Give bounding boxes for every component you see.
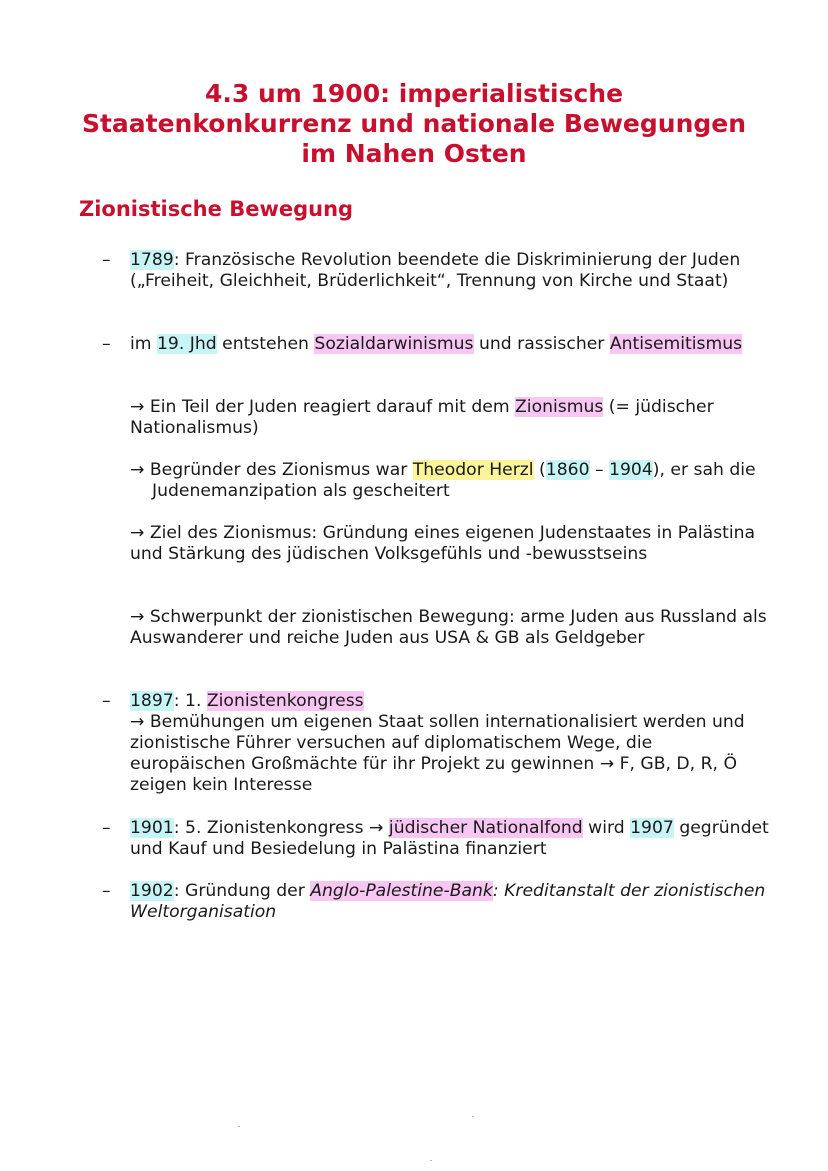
bullet-dash: – bbox=[102, 250, 111, 270]
speck-dot bbox=[472, 1116, 474, 1117]
title-line-2: Staatenkonkurrenz und nationale Bewegungen bbox=[81, 109, 747, 138]
term-highlight: Zionismus bbox=[515, 397, 604, 417]
paragraph-ziel: → Ziel des Zionismus: Gründung eines eigenen Judenstaates in Palästina und Stärkung des jüdischen Volksgefühls und -bewusstseins bbox=[130, 523, 756, 564]
name-highlight: Theodor Herzl bbox=[412, 460, 534, 480]
speck-dot bbox=[238, 1126, 240, 1127]
paragraph-zionismus: → Ein Teil der Juden reagiert darauf mit dem Zionismus (= jüdischer Nationalismus) bbox=[130, 397, 714, 438]
section-heading: Zionistische Bewegung bbox=[79, 197, 354, 221]
term-highlight: Antisemitismus bbox=[609, 334, 743, 354]
bullet-19-jhd: im 19. Jhd entstehen Sozialdarwinismus und rassischer Antisemitismus bbox=[130, 334, 743, 354]
page-title bbox=[0, 79, 828, 169]
year-highlight: 1901 bbox=[130, 818, 174, 838]
year-highlight: 1860 bbox=[545, 460, 590, 480]
bullet-1902: 1902: Gründung der Anglo-Palestine-Bank: Kreditanstalt der zionistischen Weltorganisation bbox=[130, 881, 766, 922]
bullet-1789 bbox=[130, 250, 770, 292]
bullet-1901: 1901: 5. Zionistenkongress → jüdischer Nationalfond wird 1907 gegründet und Kauf und Besiedelung in Palästina finanziert bbox=[130, 818, 769, 859]
year-highlight: 1897 bbox=[130, 691, 174, 711]
bullet-text: : Französische Revolution beendete die Diskriminierung der Juden („Freiheit, Gleichheit, Brüderlichkeit“, Trennung von Kirche und Staat) bbox=[130, 250, 741, 291]
title-line-3: im Nahen Osten bbox=[301, 139, 527, 168]
term-highlight: Sozialdarwinismus bbox=[314, 334, 474, 354]
term-highlight: 19. Jhd bbox=[156, 334, 217, 354]
year-highlight: 1902 bbox=[130, 881, 174, 901]
bullet-dash: – bbox=[102, 881, 111, 901]
bullet-dash: – bbox=[102, 691, 111, 711]
speck-dot bbox=[430, 1160, 432, 1161]
year-highlight: 1904 bbox=[609, 460, 653, 480]
title-line-1: 4.3 um 1900: imperialistische bbox=[204, 79, 624, 108]
bullet-1897: 1897: 1. Zionistenkongress → Bemühungen um eigenen Staat sollen internationalisiert werden und zionistische Führer versuchen auf diplomatischem Wege, die europäischen Großmächte für ihr Projekt zu gewinnen → F, GB, D, R, Ö zeigen kein Interesse bbox=[130, 691, 745, 795]
term-highlight: jüdischer Nationalfond bbox=[388, 818, 583, 838]
paragraph-herzl: → Begründer des Zionismus war Theodor Herzl (1860 – 1904), er sah dieJudenemanzipation als gescheitert bbox=[130, 460, 756, 501]
bullet-dash: – bbox=[102, 818, 111, 838]
term-highlight: Anglo-Palestine-Bank bbox=[310, 881, 493, 901]
year-highlight: 1789 bbox=[130, 250, 174, 270]
paragraph-schwerpunkt: → Schwerpunkt der zionistischen Bewegung: arme Juden aus Russland als Auswanderer und reiche Juden aus USA & GB als Geldgeber bbox=[130, 607, 767, 648]
term-highlight: Zionistenkongress bbox=[206, 691, 364, 711]
year-highlight: 1907 bbox=[630, 818, 674, 838]
bullet-dash: – bbox=[102, 334, 111, 354]
